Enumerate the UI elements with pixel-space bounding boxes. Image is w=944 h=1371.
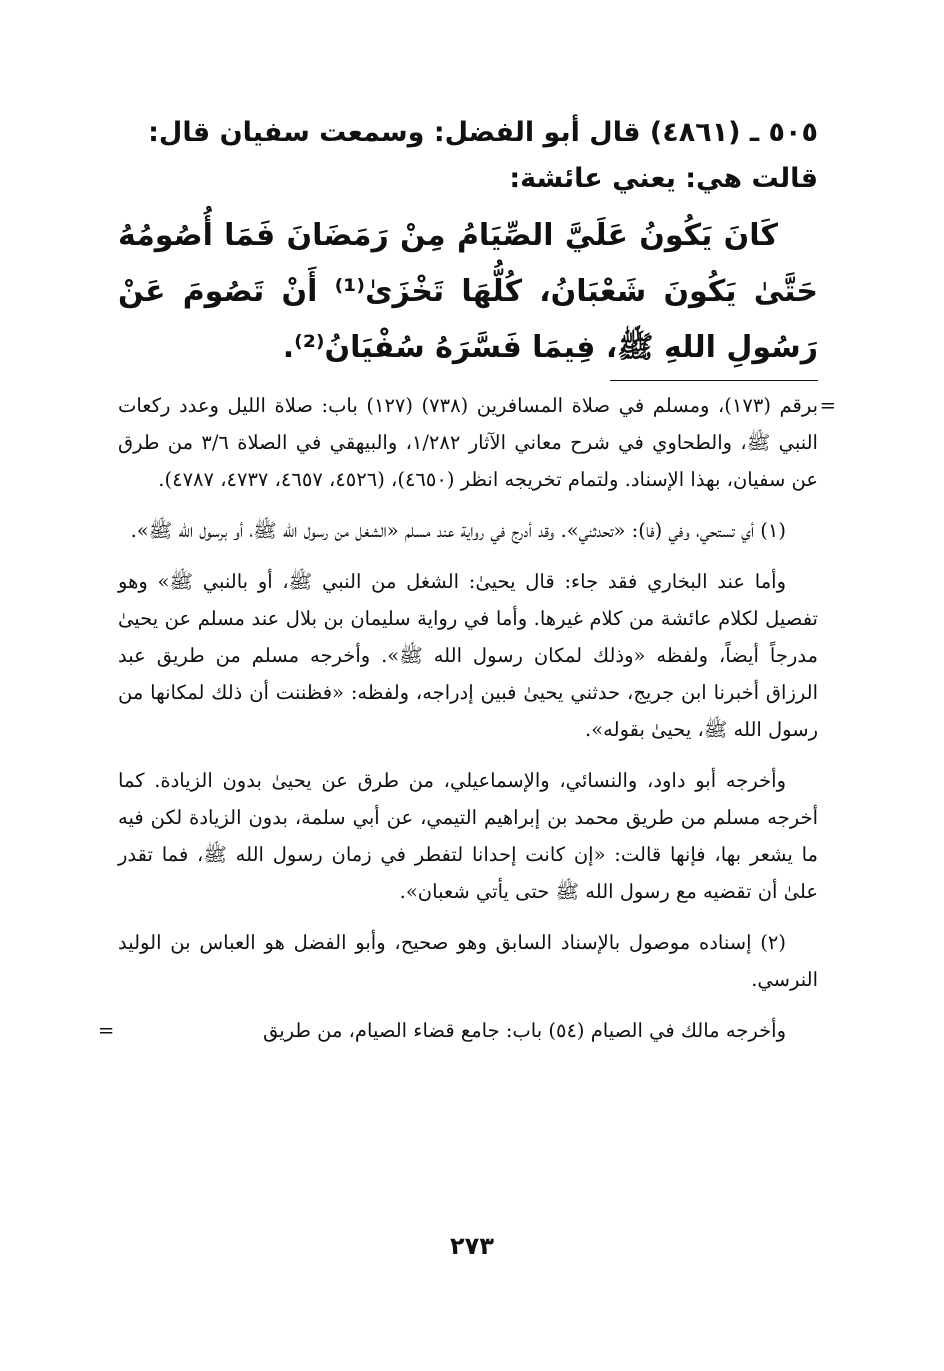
footnote-1-paragraph-3: وأخرجه أبو داود، والنسائي، والإسماعيلي، من طرق عن يحيىٰ بدون الزيادة. كما أخرجه مسلم من طريق محمد بن إبراهيم التيمي، عن أبي سلمة، بدون الزيادة لكن فيه ما يشعر بها، فإنها قالت: «إن كانت إحدانا لتفطر في زمان رسول الله ﷺ، فما تقدر علىٰ أن تقضيه مع رسول الله ﷺ حتى يأتي شعبان». [118, 769, 818, 903]
footnote-continued-text: برقم (١٧٣)، ومسلم في صلاة المسافرين (٧٣٨) (١٢٧) باب: صلاة الليل وعدد ركعات النبي ﷺ، والطحاوي في شرح معاني الآثار ١/٢٨٢، والبيهقي في الصلاة ٣/٦ من طرق عن سفيان، بهذا الإسناد. ولتمام تخريجه انظر (٤٦٥٠)، (٤٥٢٦، ٤٦٥٧، ٤٧٣٧، ٤٧٨٧). [118, 394, 818, 491]
hadith-heading-line-1: ٥٠٥ ـ (٤٨٦١) قال أبو الفضل: وسمعت سفيان قال: [148, 117, 818, 148]
page-content [98, 110, 836, 1049]
page-number: ٢٧٣ [450, 1232, 494, 1260]
continuation-end-mark: = [98, 1019, 115, 1042]
footnote-2-paragraph-2-text: وأخرجه مالك في الصيام (٥٤) باب: جامع قضاء الصيام، من طريق [262, 1019, 786, 1042]
continuation-mark: = [819, 394, 836, 417]
hadith-heading-line-2: قالت هي: يعني عائشة: [509, 163, 818, 194]
footnotes [98, 387, 836, 1049]
footnote-1-paragraph-2: وأما عند البخاري فقد جاء: قال يحيىٰ: الشغل من النبي ﷺ، أو بالنبي ﷺ» وهو تفصيل لكلام عائشة من كلام غيرها. وأما في رواية سليمان بن بلال عند مسلم عن يحيىٰ مدرجاً أيضاً، ولفظه «وذلك لمكان رسول الله ﷺ». وأخرجه مسلم من طريق عبد الرزاق أخبرنا ابن جريج، حدثني يحيىٰ فبين إدراجه، ولفظه: «فظننت أن ذلك لمكانها من رسول الله ﷺ، يحيىٰ بقوله». [118, 570, 818, 741]
hadith-text: كَانَ يَكُونُ عَلَيَّ الصِّيَامُ مِنْ رَمَضَانَ فَمَا أُصُومُهُ حَتَّىٰ يَكُونَ شَعْبَانُ، كُلُّهَا تَخْزَىٰ⁽¹⁾ أَنْ تَصُومَ عَنْ رَسُولِ اللهِ ﷺ، فِيمَا فَسَّرَهُ سُفْيَانُ⁽²⁾. [118, 218, 818, 365]
footnote-2-paragraph-1: (٢) إسناده موصول بالإسناد السابق وهو صحيح، وأبو الفضل هو العباس بن الوليد النرسي. [118, 931, 818, 991]
footnote-continued [118, 387, 836, 498]
footnote-1-paragraph-1: (١) أي تستحي، وفي (فا): «تحدثني». وقد أدرج في رواية عند مسلم «الشغل من رسول الله ﷺ، أو برسول الله ﷺ». [130, 519, 786, 542]
footnote-2-paragraph-2 [98, 1012, 818, 1049]
footnote-divider [610, 380, 818, 381]
